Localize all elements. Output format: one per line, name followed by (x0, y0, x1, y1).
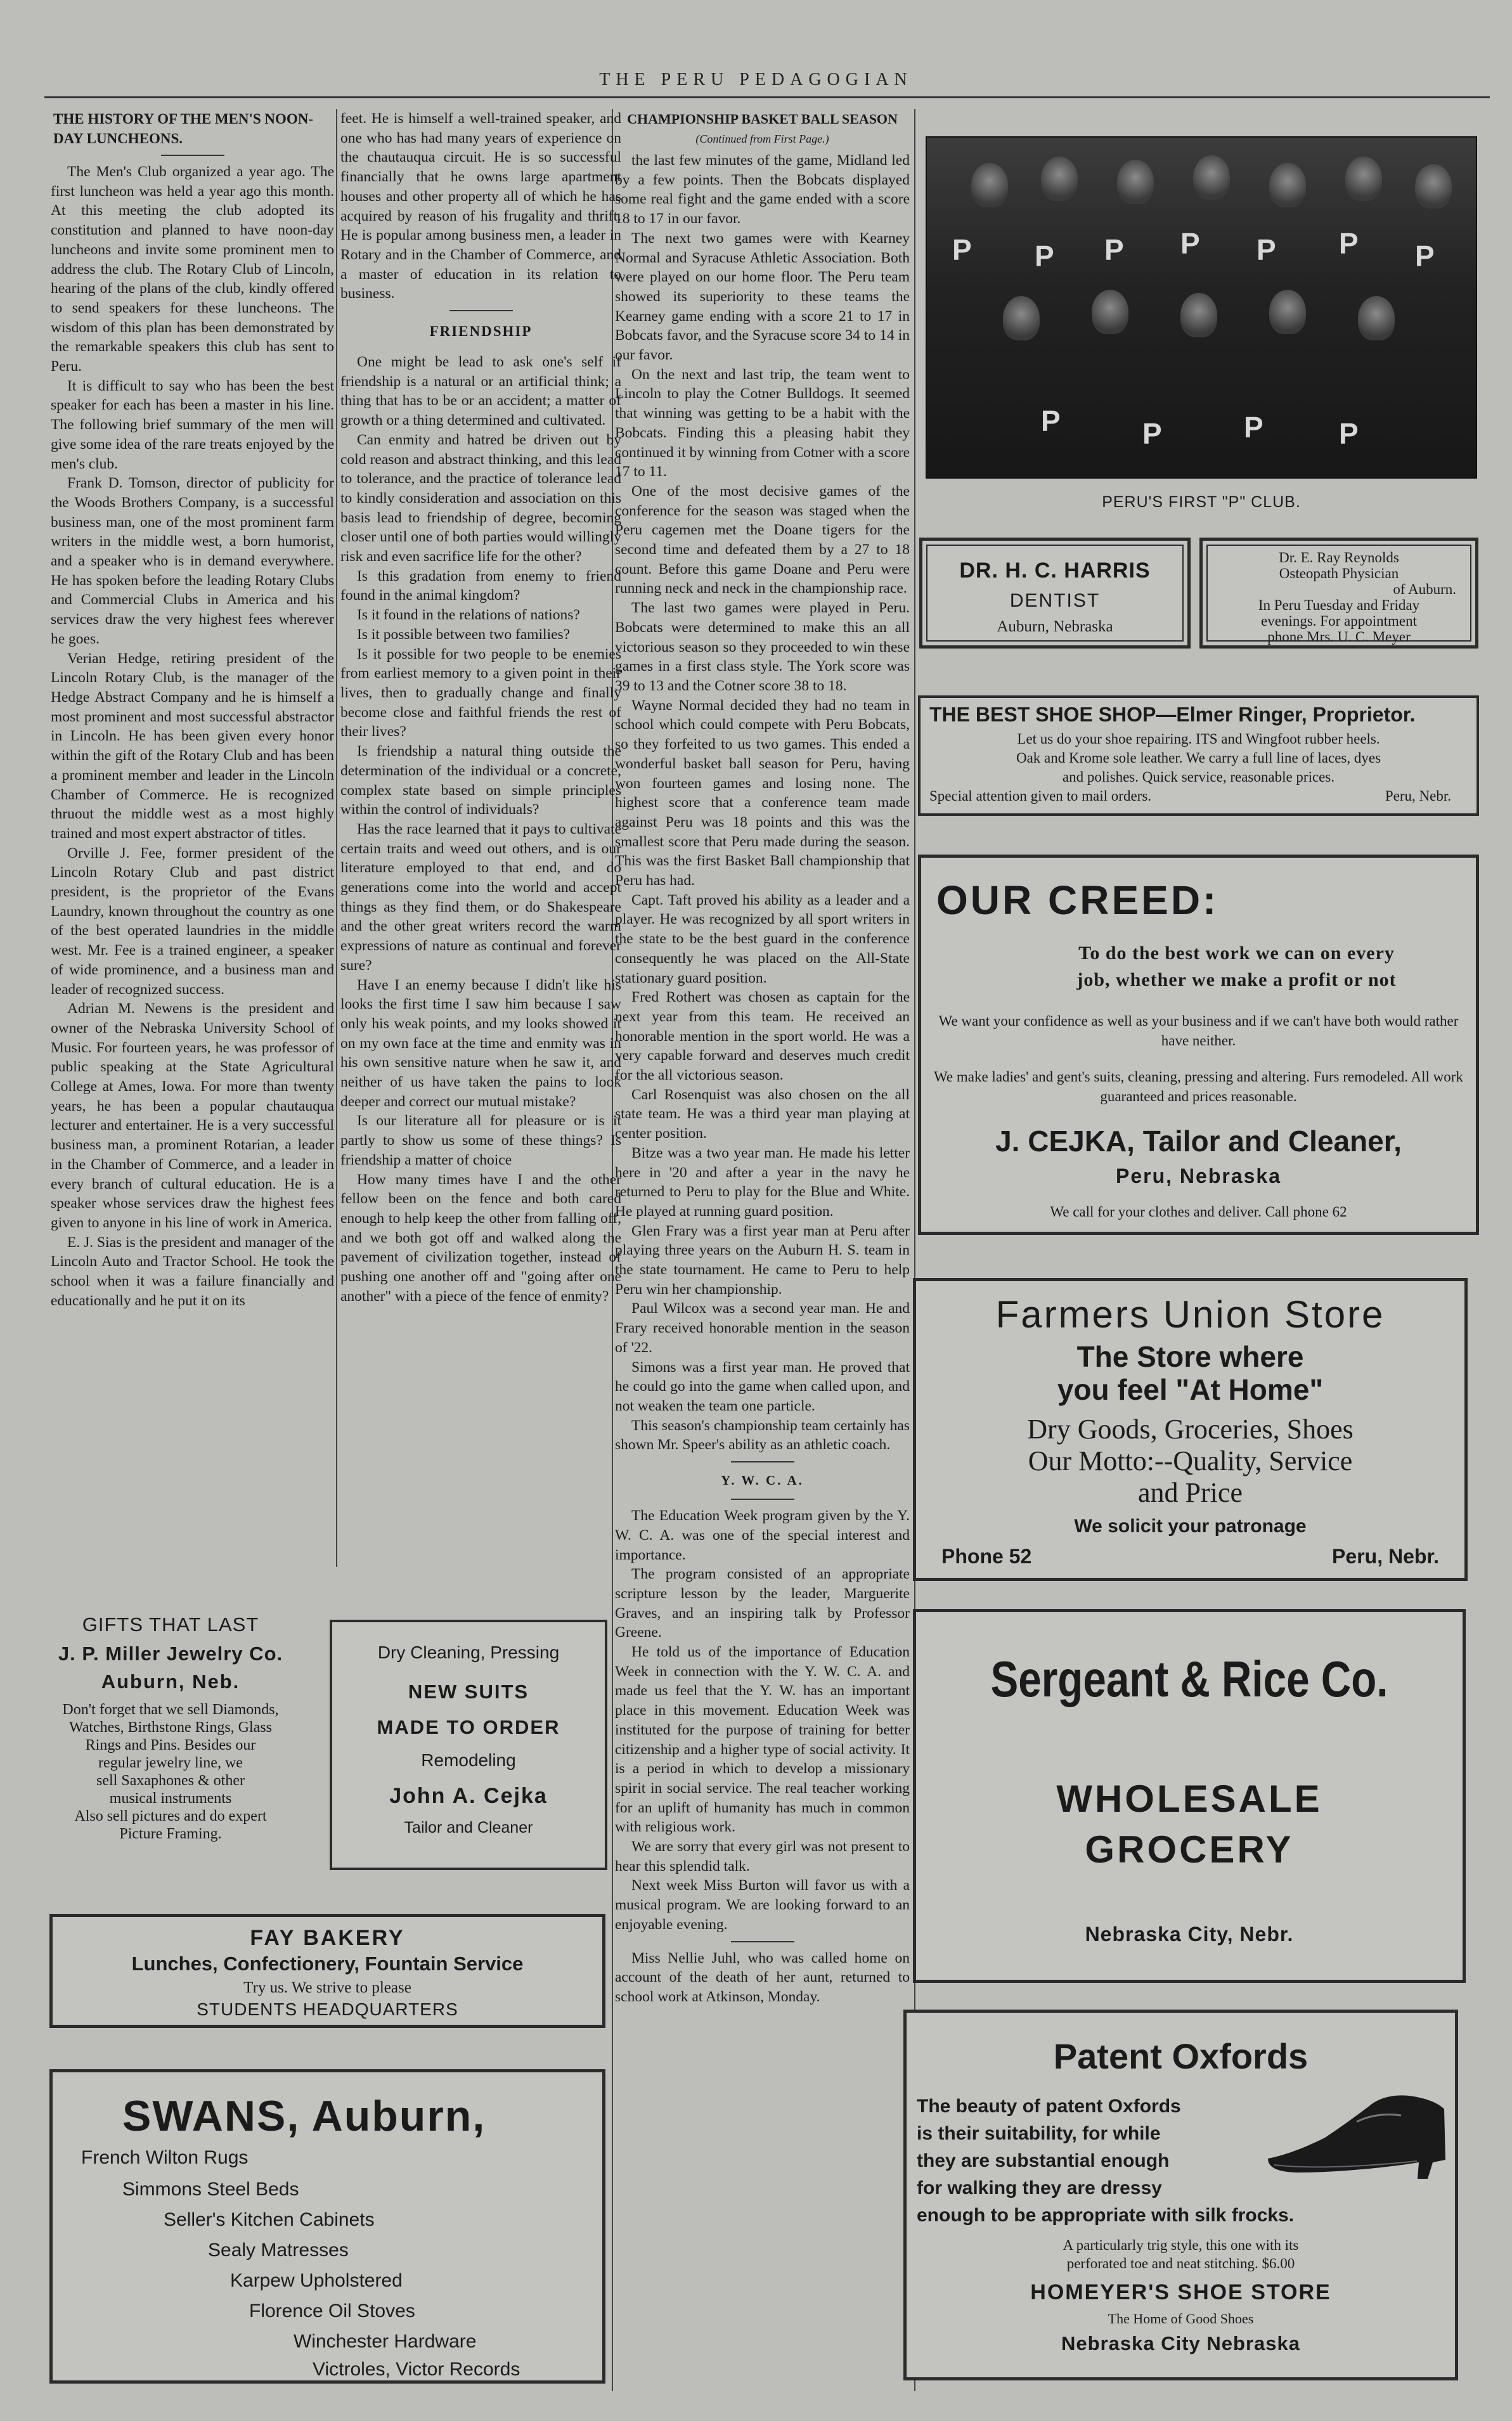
miller-line: Watches, Birthstone Rings, Glass (68, 1719, 273, 1736)
reynolds-line: phone Mrs. U. C. Meyer (1267, 629, 1411, 645)
article-paragraph: Have I an enemy because I didn't like his looks the first time I saw him because I saw only his weak points, and my looks showed it on my own face at the time and enmity was in his own sensitive nature when he saw it, and neither of us have taken the pains to look deeper and correct our mutual mistake? (340, 976, 621, 1110)
harris-name: DR. H. C. HARRIS (959, 558, 1151, 583)
article-paragraph: Miss Nellie Juhl, who was called home on account of the death of her aunt, returned to school work at Atkinson, Monday. (615, 1949, 910, 2005)
article-paragraph: the last few minutes of the game, Midland led by a few points. Then the Bobcats displayed some real fight and the game ended with a score 18 to 17 in our favor. (615, 152, 910, 228)
miller-line: musical instruments (109, 1790, 232, 1807)
harris-city: Auburn, Nebraska (997, 618, 1113, 635)
ad-our-creed (918, 855, 1479, 1235)
basketball-title: CHAMPIONSHIP BASKET BALL SEASON (627, 111, 898, 127)
creed-name: J. CEJKA, Tailor and Cleaner, (995, 1125, 1402, 1158)
article-paragraph: Glen Frary was a first year man at Peru after playing three years on the Auburn H. S. team in the state tournament. He came to Peru to help Peru win her championship. (615, 1222, 910, 1298)
article-paragraph: The program consisted of an appropriate scripture lesson by the leader, Marguerite Graves, and an inspiring talk by Professor Greene. (615, 1566, 910, 1641)
oxford-shoe-illustration (1262, 2084, 1452, 2182)
article-paragraph: Simons was a first year man. He proved that he could go into the game when called upon, and not weaken the team one particle. (615, 1359, 910, 1414)
miller-line: Don't forget that we sell Diamonds, (62, 1701, 279, 1718)
ad-fay-bakery (49, 1914, 605, 2028)
oxfords-title: Patent Oxfords (1053, 2036, 1308, 2076)
swans-item: Winchester Hardware (294, 2331, 477, 2352)
article-paragraph: This season's championship team certainly has shown Mr. Speer's ability as an athletic coach. (615, 1417, 910, 1454)
shoe-shop-line: Oak and Krome sole leather. We carry a full line of laces, dyes (1016, 750, 1381, 766)
ad-best-shoe-shop (918, 695, 1479, 816)
article-paragraph: Can enmity and hatred be driven out by cold reason and abstract thinking, and this lead to tolerance, and the practice of tolerance lead to kindly consideration and association on this basis lead to friendship of degree, becoming closer until one of both parties would willingly risk and even sacrifice life for the other? (340, 431, 621, 565)
farmers-line: you feel "At Home" (1057, 1373, 1324, 1406)
creed-title: OUR CREED: (936, 877, 1219, 923)
miller-name: J. P. Miller Jewelry Co. (58, 1643, 283, 1665)
miller-line: GIFTS THAT LAST (82, 1613, 259, 1636)
article-paragraph: One of the most decisive games of the conference for the season was staged when the Peru cagemen met the Doane tigers for the second time and defeated them by a 27 to 18 count. Before this game Doane and Peru were running neck and neck in the championship race. (615, 482, 910, 597)
farmers-line: The Store where (1076, 1340, 1304, 1373)
reynolds-line: Osteopath Physician (1279, 565, 1399, 581)
team-member-head (1003, 296, 1040, 340)
team-member-head (971, 163, 1008, 207)
team-member-head (1180, 293, 1217, 337)
article-paragraph: Is this gradation from enemy to friend found in the animal kingdom? (340, 567, 621, 604)
article-paragraph: Is it found in the relations of nations? (357, 607, 580, 624)
swans-item: Sealy Matresses (208, 2240, 349, 2261)
shoe-shop-title: THE BEST SHOE SHOP—Elmer Ringer, Proprietor. (929, 703, 1416, 726)
farmers-line: Dry Goods, Groceries, Shoes (1027, 1414, 1354, 1445)
article-paragraph: Is it possible between two families? (357, 626, 571, 643)
article-paragraph: It is difficult to say who has been the best speaker for each has been a master in his line. The following brief summary of the men will give some idea of the rare treats enjoyed by the men's club. (51, 377, 334, 472)
section-rule (731, 1461, 794, 1462)
creed-line: job, whether we make a profit or not (1076, 969, 1397, 990)
swans-title: SWANS, Auburn, (122, 2092, 486, 2140)
shoe-shop-line: Special attention given to mail orders. (929, 788, 1152, 804)
article-title: THE HISTORY OF THE MEN'S NOON-DAY LUNCHEONS. (53, 111, 314, 146)
cejka-line: Tailor and Cleaner (404, 1819, 533, 1837)
oxfords-store: HOMEYER'S SHOE STORE (1030, 2280, 1331, 2304)
section-rule (731, 1941, 794, 1942)
article-paragraph: Is friendship a natural thing outside the determination of the individual or a concrete, complex state based on simple principles within the control of individuals? (340, 743, 621, 818)
article-paragraph: The next two games were with Kearney Normal and Syracuse Athletic Association. Both were played on our home floor. The Peru team showed its superiority to these teams the Kearney game ending with a score 21 to 17 in Bobcats favor, and the Syracuse score 34 to 14 in our favor. (615, 229, 910, 364)
p-letter: P (1339, 227, 1359, 260)
ad-sergeant-rice (913, 1609, 1466, 1983)
team-member-head (1269, 163, 1306, 207)
p-letter: P (1339, 417, 1359, 450)
fay-line: STUDENTS HEADQUARTERS (197, 1999, 458, 2019)
article-paragraph: Paul Wilcox was a second year man. He and Frary received honorable mention in the season of '22. (615, 1300, 910, 1356)
swans-item: French Wilton Rugs (81, 2147, 249, 2168)
cejka-line: Dry Cleaning, Pressing (377, 1643, 560, 1662)
cejka-line: MADE TO ORDER (377, 1716, 560, 1738)
article-paragraph: Carl Rosenquist was also chosen on the all state team. He was a third year man playing at center position. (615, 1086, 910, 1142)
article-paragraph: One might be lead to ask one's self if friendship is a natural or an artificial think; a thing that has to be or an accident; a matter of growth or a thing determined and cultivated. (340, 354, 621, 429)
ad-swans (49, 2069, 605, 2384)
swans-item: Florence Oil Stoves (249, 2301, 415, 2321)
article-paragraph: Fred Rothert was chosen as captain for the next year from this team. He received an honorable mention in the sport world. He was a very capable forward and deserves much credit for the all victorious season. (615, 989, 910, 1084)
photo-caption: PERU'S FIRST "P" CLUB. (1102, 493, 1301, 511)
p-letter: P (952, 233, 972, 266)
miller-line: sell Saxaphones & other (96, 1772, 245, 1789)
oxfords-tag: The Home of Good Shoes (1108, 2311, 1254, 2327)
ywca-title: Y. W. C. A. (721, 1473, 804, 1488)
masthead: THE PERU PEDAGOGIAN (599, 70, 913, 89)
reynolds-line: Dr. E. Ray Reynolds (1279, 550, 1399, 565)
article-paragraph: Is it possible for two people to be enemies from earliest memory to a given point in their lives, then to gradually change and finally become close and faithful friends the rest of their lives? (340, 645, 621, 740)
fay-line: Try us. We strive to please (243, 1979, 411, 1996)
article-paragraph: On the next and last trip, the team went to Lincoln to play the Cotner Bulldogs. It seemed that winning was getting to be a habit with the Bobcats. Finding this a pleasing habit they continued it by winning from Cotner with a score 17 to 11. (615, 366, 910, 481)
fay-title: FAY BAKERY (250, 1926, 405, 1950)
continued-note: (Continued from First Page.) (695, 132, 829, 145)
oxfords-small: A particularly trig style, this one with its (1063, 2237, 1299, 2253)
team-member-head (1193, 155, 1230, 200)
creed-city: Peru, Nebraska (1115, 1165, 1281, 1187)
sergeant-city: Nebraska City, Nebr. (1085, 1923, 1294, 1946)
shoe-shop-line: Let us do your shoe repairing. ITS and Wingfoot rubber heels. (1017, 731, 1380, 747)
masthead-rule (44, 96, 1490, 98)
article-paragraph: Is our literature all for pleasure or is it partly to show us some of these things? Is friendship a matter of choice (340, 1113, 621, 1168)
miller-line: regular jewelry line, we (98, 1755, 243, 1771)
ad-farmers-union (913, 1278, 1468, 1581)
miller-line: Picture Framing. (119, 1826, 222, 1842)
ad-harris (919, 538, 1191, 649)
title-rule (449, 310, 513, 311)
p-letter: P (1041, 404, 1061, 437)
p-letter: P (1257, 233, 1276, 266)
article-paragraph: Bitze was a two year man. He made his letter here in '20 and after a year in the navy he returned to Peru to play for the Blue and White. He played at running guard position. (615, 1144, 910, 1220)
creed-paragraph: We want your confidence as well as your business and if we can't have both would rather have neither. (938, 1013, 1459, 1049)
sergeant-line: GROCERY (1085, 1828, 1294, 1871)
reynolds-line: evenings. For appointment (1261, 613, 1417, 629)
p-letter: P (1104, 233, 1124, 266)
article-paragraph: E. J. Sias is the president and manager of the Lincoln Auto and Tractor School. He took the school when it was a failure financially and educationally and he put it on its (51, 1234, 334, 1309)
article-paragraph: Verian Hedge, retiring president of the Lincoln Rotary Club, is the manager of the Hedge Abstract Company and he is himself a most prominent and most successful abstractor in Lincoln. He has been given every honor within the gift of the Rotary Club and has been a prominent member and leader in the Lincoln Chamber of Commerce. He is recognized thruout the middle west as a most highly trained and most expert abstractor of titles. (51, 650, 334, 842)
section-rule (731, 1499, 794, 1500)
shoe-shop-city: Peru, Nebr. (1385, 788, 1451, 804)
title-rule (161, 155, 224, 156)
p-letter: P (1244, 411, 1263, 444)
reynolds-line: of Auburn. (1393, 581, 1456, 597)
oxfords-line: The beauty of patent Oxfords (917, 2096, 1181, 2117)
team-member-head (1041, 157, 1078, 201)
team-member-head (1358, 296, 1395, 340)
article-paragraph: Has the race learned that it pays to cultivate certain traits and weed out others, and is our literature employed to that end, and do generations come into the world and accept things as they find them, or do Shakespeare and the other great writers record the warm expressions of nature as continual and forever sure? (340, 820, 621, 974)
shoe-shop-line: and polishes. Quick service, reasonable prices. (1062, 769, 1335, 785)
creed-call: We call for your clothes and deliver. Call phone 62 (1050, 1204, 1347, 1220)
column-luncheons (51, 109, 334, 1567)
miller-city: Auburn, Neb. (101, 1670, 240, 1693)
swans-item: Seller's Kitchen Cabinets (164, 2209, 375, 2230)
swans-item: Simmons Steel Beds (122, 2179, 299, 2200)
article-paragraph: We are sorry that every girl was not present to hear this splendid talk. (615, 1838, 910, 1875)
oxfords-line: for walking they are dressy (917, 2178, 1162, 2198)
article-paragraph: How many times have I and the other fellow been on the fence and both cared enough to help keep the other from falling off, and we both got off and walked along the pavement of civilization together, instead of pushing one another off and "going after one another" with a piece of the fence of enmity? (340, 1171, 621, 1305)
cejka-name: John A. Cejka (389, 1784, 548, 1808)
farmers-city: Peru, Nebr. (1332, 1545, 1439, 1568)
article-paragraph: Adrian M. Newens is the president and owner of the Nebraska University School of Music. For fourteen years, he was professor of public speaking at the State Agricultural College at Ames, Iowa. For more than twenty years, he has been a popular chautauqua lecturer and entertainer. He is a very successful business man, a prominent Rotarian, a leader in the Chamber of Commerce, and a leader in every branch of cultural education. He is a speaker whose services draw the highest fees given to anyone in his line of work in America. (51, 1000, 334, 1231)
farmers-title: Farmers Union Store (995, 1293, 1385, 1336)
friendship-title: FRIENDSHIP (429, 323, 533, 340)
p-letter: P (1415, 240, 1435, 273)
creed-line: To do the best work we can on every (1078, 943, 1395, 964)
column-rule (336, 109, 337, 1567)
farmers-phone: Phone 52 (941, 1545, 1032, 1568)
oxfords-line: they are substantial enough (917, 2150, 1170, 2171)
cejka-line: NEW SUITS (408, 1681, 529, 1703)
column-basketball (615, 109, 910, 2391)
team-member-head (1092, 290, 1128, 334)
team-member-head (1345, 157, 1382, 201)
reynolds-line: In Peru Tuesday and Friday (1258, 597, 1420, 613)
creed-paragraph: We make ladies' and gent's suits, cleaning, pressing and altering. Furs remodeled. All work guaranteed and prices reasonable. (934, 1069, 1463, 1104)
ad-miller-jewelry (38, 1599, 303, 1882)
article-paragraph: Wayne Normal decided they had no team in school which could compete with Peru Bobcats, so they forfeited to us two games. This ended a wonderful basket ball season for Peru, having won fourteen games and losing none. The highest score that a conference team made against Peru was 18 points and this was the smallest score that Peru made during the season. This was the first Basket Ball championship that Peru has had. (615, 697, 910, 889)
miller-line: Also sell pictures and do expert (74, 1808, 267, 1824)
article-paragraph: Frank D. Tomson, director of publicity for the Woods Brothers Company, is a successful business man, one of the most prominent farm writers in the middle west, a born humorist, and a speaker who is in demand everywhere. He has spoken before the leading Rotary Clubs and Commercial Clubs in America and his services draw the very highest fees wherever he goes. (51, 475, 334, 647)
p-letter: P (1035, 240, 1054, 273)
team-member-head (1117, 160, 1154, 204)
cejka-line: Remodeling (421, 1750, 516, 1770)
sergeant-title: Sergeant & Rice Co. (990, 1651, 1388, 1707)
column-friendship (340, 109, 621, 1567)
oxfords-line: is their suitability, for while (917, 2123, 1161, 2144)
swans-item: Victroles, Victor Records (313, 2359, 520, 2380)
sergeant-line: WHOLESALE (1056, 1778, 1322, 1820)
team-member-head (1269, 290, 1306, 334)
miller-line: Rings and Pins. Besides our (85, 1737, 256, 1753)
farmers-line: and Price (1138, 1477, 1243, 1508)
team-member-head (1415, 164, 1452, 209)
p-letter: P (1180, 227, 1200, 260)
article-paragraph: Orville J. Fee, former president of the Lincoln Rotary Club and past district president, is the proprietor of the Evans Laundry, known throughout the country as one of the best operated laundries in the middle west. Mr. Fee is a trained engineer, a speaker of wide prominence, and a business man and leader of recognized success. (51, 844, 334, 998)
farmers-line: We solicit your patronage (1074, 1516, 1307, 1537)
p-letter: P (1142, 417, 1162, 450)
ad-reynolds (1199, 538, 1478, 649)
oxfords-line: enough to be appropriate with silk frocks. (917, 2205, 1295, 2226)
harris-title: DENTIST (1009, 590, 1101, 611)
article-paragraph: The Education Week program given by the Y. W. C. A. was one of the special interest and importance. (615, 1507, 910, 1563)
article-paragraph: The Men's Club organized a year ago. The first luncheon was held a year ago this month. At this meeting the club adopted its constitution and planned to have noon-day luncheons and invite some prominent men to address the club. The Rotary Club of Lincoln, hearing of the plans of the club, kindly offered to send speakers for these luncheons. The wisdom of this plan has been demonstrated by the remarkable speakers this club has sent to Peru. (51, 164, 334, 375)
article-paragraph: He told us of the importance of Education Week in connection with the Y. W. C. A. and made us feel that the Y. W. has an important place in this movement. Education Week was instituted for the purpose of training for better citizenship and a higher type of social activity. It is a period in which to develop a missionary spirit in social service. The real teacher working for an uplift of humanity has much in common with religious work. (615, 1644, 910, 1836)
fay-line: Lunches, Confectionery, Fountain Service (131, 1953, 524, 1975)
ad-patent-oxfords (903, 2010, 1458, 2380)
article-paragraph: feet. He is himself a well-trained speaker, and one who has had many years of experience on the chautauqua circuit. He is so successful financially that he owns large apartment houses and other property all of which he has acquired by reason of his frugality and thrift. He is popular among business men, a leader in Rotary and in the Chamber of Commerce, and a master of education in its relation to business. (340, 110, 621, 302)
article-paragraph: Capt. Taft proved his ability as a leader and a player. He was recognized by all sport writers in the state to be the best guard in the conference consequently he was placed on the All-State stationary guard position. (615, 891, 910, 986)
p-club-photo (926, 136, 1477, 479)
oxfords-city: Nebraska City Nebraska (1061, 2332, 1300, 2354)
farmers-line: Our Motto:--Quality, Service (1028, 1445, 1353, 1476)
ad-cejka-tailor (330, 1620, 607, 1870)
oxfords-small: perforated toe and neat stitching. $6.00 (1066, 2256, 1295, 2271)
article-paragraph: Next week Miss Burton will favor us with a musical program. We are looking forward to an enjoyable evening. (615, 1877, 910, 1933)
article-paragraph: The last two games were played in Peru. Bobcats were determined to make this an all victorious season so they proceeded to win these games in a first class style. The York score was 39 to 13 and the Cotner score 38 to 18. (615, 600, 910, 694)
swans-item: Karpew Upholstered (230, 2270, 403, 2291)
